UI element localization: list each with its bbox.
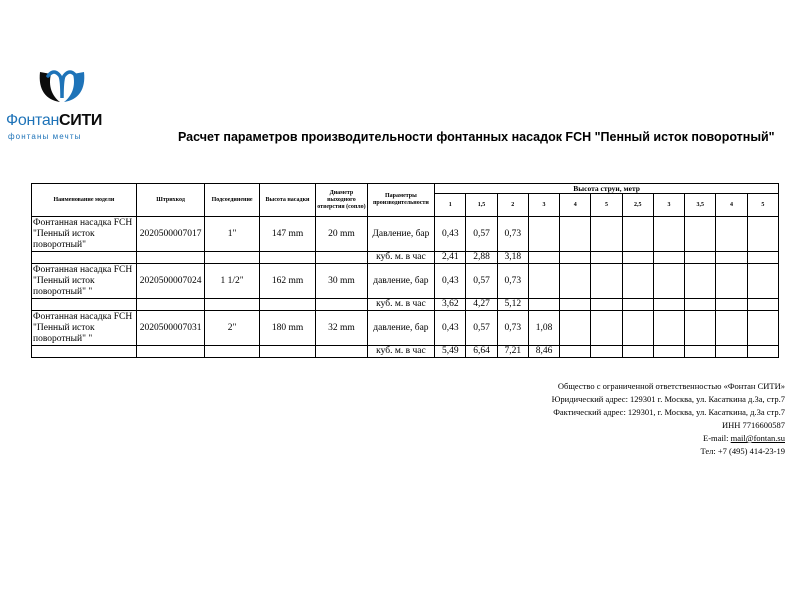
empty-cell xyxy=(205,346,259,358)
value-cell xyxy=(560,346,591,358)
table-row xyxy=(32,346,779,358)
diameter-cell: 30 mm xyxy=(316,264,367,299)
value-cell: 6,64 xyxy=(466,346,497,358)
jet-height-col: 3 xyxy=(528,194,559,217)
value-cell xyxy=(653,346,684,358)
barcode-cell: 2020500007024 xyxy=(136,264,205,299)
value-cell: 0,43 xyxy=(435,264,466,299)
value-cell xyxy=(560,252,591,264)
value-cell xyxy=(528,264,559,299)
model-cell: Фонтанная насадка FCH "Пенный исток поворотный" xyxy=(32,217,137,252)
empty-cell xyxy=(32,299,137,311)
company-footer xyxy=(552,380,785,458)
value-cell: 0,73 xyxy=(497,264,528,299)
value-cell: 7,21 xyxy=(497,346,528,358)
header-diameter: Диаметр выходного отверстия (сопло) xyxy=(316,184,367,217)
header-height: Высота насадки xyxy=(259,184,315,217)
value-cell xyxy=(685,217,716,252)
table-row xyxy=(32,252,779,264)
value-cell: 0,57 xyxy=(466,264,497,299)
value-cell xyxy=(622,299,653,311)
value-cell: 0,73 xyxy=(497,217,528,252)
value-cell xyxy=(528,217,559,252)
value-cell xyxy=(685,346,716,358)
brand-slogan: фонтаны мечты xyxy=(8,132,82,141)
value-cell xyxy=(747,299,778,311)
jet-height-col: 5 xyxy=(747,194,778,217)
value-cell xyxy=(560,311,591,346)
value-cell xyxy=(685,264,716,299)
legal-address: Юридический адрес: 129301 г. Москва, ул. Касаткина д.3а, стр.7 xyxy=(551,394,785,404)
value-cell xyxy=(716,252,747,264)
jet-height-col: 2 xyxy=(497,194,528,217)
table-row xyxy=(32,217,779,252)
value-cell: 0,57 xyxy=(466,217,497,252)
performance-table xyxy=(31,183,779,358)
value-cell xyxy=(747,217,778,252)
value-cell xyxy=(653,311,684,346)
table-row xyxy=(32,311,779,346)
value-cell xyxy=(528,252,559,264)
empty-cell xyxy=(259,346,315,358)
param-cell: давление, бар xyxy=(367,311,435,346)
company-name: Общество с ограниченной ответственностью «Фонтан СИТИ» xyxy=(557,381,785,391)
value-cell: 0,73 xyxy=(497,311,528,346)
value-cell xyxy=(653,299,684,311)
empty-cell xyxy=(205,252,259,264)
connection-cell: 1 1/2" xyxy=(205,264,259,299)
model-cell: Фонтанная насадка FCH "Пенный исток поворотный" " xyxy=(32,311,137,346)
header-model: Наименование модели xyxy=(32,184,137,217)
empty-cell xyxy=(136,299,205,311)
param-cell: куб. м. в час xyxy=(367,252,435,264)
empty-cell xyxy=(136,346,205,358)
value-cell xyxy=(622,264,653,299)
value-cell xyxy=(747,252,778,264)
value-cell xyxy=(591,264,622,299)
value-cell xyxy=(560,217,591,252)
value-cell xyxy=(716,217,747,252)
value-cell: 2,88 xyxy=(466,252,497,264)
value-cell: 2,41 xyxy=(435,252,466,264)
email-link[interactable]: mail@fontan.su xyxy=(730,433,785,443)
jet-height-col: 1 xyxy=(435,194,466,217)
company-logo xyxy=(6,66,118,152)
table-header-row xyxy=(32,184,779,194)
inn: ИНН 7716600587 xyxy=(721,420,785,430)
value-cell xyxy=(653,264,684,299)
empty-cell xyxy=(316,346,367,358)
header-barcode: Штрихкод xyxy=(136,184,205,217)
value-cell: 3,18 xyxy=(497,252,528,264)
value-cell xyxy=(591,217,622,252)
page-title: Расчет параметров производительности фонтанных насадок FCH "Пенный исток поворотный" xyxy=(178,130,775,144)
diameter-cell: 32 mm xyxy=(316,311,367,346)
barcode-cell: 2020500007031 xyxy=(136,311,205,346)
phone: Тел: +7 (495) 414-23-19 xyxy=(700,446,785,456)
jet-height-col: 3 xyxy=(653,194,684,217)
diameter-cell: 20 mm xyxy=(316,217,367,252)
param-cell: куб. м. в час xyxy=(367,299,435,311)
value-cell: 5,12 xyxy=(497,299,528,311)
jet-height-col: 3,5 xyxy=(685,194,716,217)
empty-cell xyxy=(316,299,367,311)
value-cell xyxy=(716,299,747,311)
value-cell xyxy=(591,299,622,311)
jet-height-col: 4 xyxy=(560,194,591,217)
height-cell: 147 mm xyxy=(259,217,315,252)
empty-cell xyxy=(316,252,367,264)
connection-cell: 1" xyxy=(205,217,259,252)
value-cell xyxy=(560,299,591,311)
connection-cell: 2" xyxy=(205,311,259,346)
value-cell xyxy=(716,346,747,358)
height-cell: 162 mm xyxy=(259,264,315,299)
value-cell xyxy=(653,217,684,252)
value-cell: 3,62 xyxy=(435,299,466,311)
header-jet-height: Высота струи, метр xyxy=(435,184,779,194)
value-cell xyxy=(591,346,622,358)
table-row xyxy=(32,299,779,311)
email-line xyxy=(552,432,785,445)
empty-cell xyxy=(259,299,315,311)
email-label: E-mail: xyxy=(703,433,731,443)
value-cell: 0,43 xyxy=(435,217,466,252)
brand-part-1: Фонтан xyxy=(6,112,59,129)
value-cell xyxy=(716,311,747,346)
empty-cell xyxy=(32,252,137,264)
value-cell: 4,27 xyxy=(466,299,497,311)
header-params: Параметры производительности xyxy=(367,184,435,217)
param-cell: куб. м. в час xyxy=(367,346,435,358)
model-cell: Фонтанная насадка FCH "Пенный исток поворотный" " xyxy=(32,264,137,299)
actual-address: Фактический адрес: 129301, г. Москва, ул. Касаткина, д.3а стр.7 xyxy=(553,407,785,417)
value-cell: 5,49 xyxy=(435,346,466,358)
param-cell: Давление, бар xyxy=(367,217,435,252)
value-cell xyxy=(528,299,559,311)
param-cell: давление, бар xyxy=(367,264,435,299)
value-cell xyxy=(591,311,622,346)
empty-cell xyxy=(205,299,259,311)
barcode-cell: 2020500007017 xyxy=(136,217,205,252)
height-cell: 180 mm xyxy=(259,311,315,346)
value-cell: 0,43 xyxy=(435,311,466,346)
empty-cell xyxy=(32,346,137,358)
value-cell xyxy=(591,252,622,264)
jet-height-col: 2,5 xyxy=(622,194,653,217)
brand-part-2: СИТИ xyxy=(58,112,103,129)
value-cell: 1,08 xyxy=(528,311,559,346)
jet-height-col: 1,5 xyxy=(466,194,497,217)
value-cell xyxy=(622,252,653,264)
value-cell xyxy=(653,252,684,264)
value-cell: 0,57 xyxy=(466,311,497,346)
jet-height-col: 5 xyxy=(591,194,622,217)
brand-name xyxy=(6,112,102,130)
value-cell xyxy=(622,311,653,346)
value-cell xyxy=(622,346,653,358)
value-cell xyxy=(685,299,716,311)
value-cell xyxy=(622,217,653,252)
value-cell xyxy=(685,252,716,264)
value-cell xyxy=(747,311,778,346)
value-cell xyxy=(747,346,778,358)
value-cell xyxy=(716,264,747,299)
value-cell xyxy=(747,264,778,299)
jet-height-col: 4 xyxy=(716,194,747,217)
header-connection: Подсоединение xyxy=(205,184,259,217)
empty-cell xyxy=(136,252,205,264)
value-cell: 8,46 xyxy=(528,346,559,358)
table-row xyxy=(32,264,779,299)
value-cell xyxy=(685,311,716,346)
value-cell xyxy=(560,264,591,299)
fountain-logo-icon xyxy=(34,66,90,106)
empty-cell xyxy=(259,252,315,264)
